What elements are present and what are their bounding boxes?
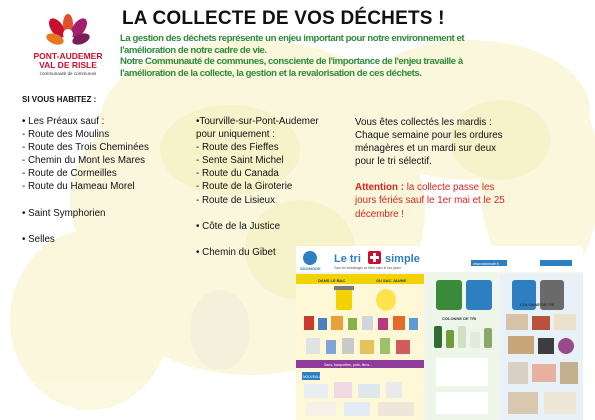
yellow-bag-icon [376,289,396,311]
commune-item: • Chemin du Gibet [196,246,276,258]
route-item: - Route de Lisieux [196,194,275,206]
attention-text: décembre ! [355,208,405,220]
flyer-logo-text: SDOMODE [300,266,321,271]
logo-line-3: communauté de communes [39,71,97,76]
intro-paragraph-2: Notre Communauté de communes, consciente de l'importance de l'enjeu travaille à l'amélioration de la collecte, la gestion et la revalorisation de ces déchets. [120,56,463,79]
schedule-line: pour le tri sélectif. [355,156,432,168]
flyer-subtitle: Tous les emballages se trient dans le bac jaune [334,266,401,270]
section-heading: SI VOUS HABITEZ : [22,95,97,104]
flyer-col-verre: COLONNE DE TRI [442,316,477,321]
route-item: - Route des Fieffes [196,142,279,154]
column-schedule [355,116,545,221]
route-item: - Route des Trois Cheminées [22,142,149,154]
sorting-flyer-image [296,246,583,420]
flyer-badge: NOUVEAU [303,375,320,379]
logo-flower-icon [22,14,114,52]
flyer-title-right: simple [385,253,420,265]
commune-item: • Côte de la Justice [196,220,281,232]
route-item: - Route du Hameau Morel [22,181,135,193]
route-item: - Route du Canada [196,168,279,180]
route-item: - Chemin du Mont les Mares [22,155,146,167]
flyer-title-left: Le tri [334,253,361,265]
commune-item: • Saint Symphorien [22,207,106,219]
yellow-bin-icon [336,288,352,310]
column-les-preaux [22,115,197,246]
schedule-line: ménagères et un mardi sur deux [355,143,497,155]
schedule-line: Vous êtes collectés les mardis : [355,117,492,128]
attention-label: Attention : [355,182,404,194]
flyer-col-bac: DANS LE BAC [318,278,346,283]
commune-item: • Selles [22,233,55,245]
flyer-col-papier: COLONNE DE TRI [520,302,555,307]
attention-text: la collecte passe les [403,182,495,194]
sdomode-logo-icon [303,251,317,265]
flyer-illustration [296,246,583,420]
route-item: - Route de Cormeilles [22,168,117,180]
route-item: - Route des Moulins [22,129,110,141]
intro-text [120,33,520,79]
flyer-website: www.sdomode.fr [473,262,499,266]
flyer-col-sac: OU SAC JAUNE [376,278,407,283]
attention-line [355,181,545,194]
route-item: - Route de la Giroterie [196,181,293,193]
logo-line-1: PONT-AUDEMER [33,51,103,61]
community-logo [22,14,114,76]
logo-line-2: VAL DE RISLE [39,60,97,70]
column-tourville [196,115,356,259]
attention-text: jours fériés sauf le 1er mai et le 25 [355,195,505,207]
page-title: LA COLLECTE DE VOS DÉCHETS ! [122,8,445,29]
intro-paragraph-1: La gestion des déchets représente un enjeu important pour notre environnement et l'amélioration de notre cadre de vie. [120,33,465,56]
route-item: - Sente Saint Michel [196,155,284,167]
commune-heading: • Les Préaux sauf : [22,116,105,127]
schedule-line: Chaque semaine pour les ordures [355,130,503,142]
commune-heading: •Tourville-sur-Pont-Audemer [196,116,319,127]
commune-heading-sub: pour uniquement : [196,129,275,141]
flyer-footer-strip: Sacs, barquettes, pots, films... [324,363,373,367]
